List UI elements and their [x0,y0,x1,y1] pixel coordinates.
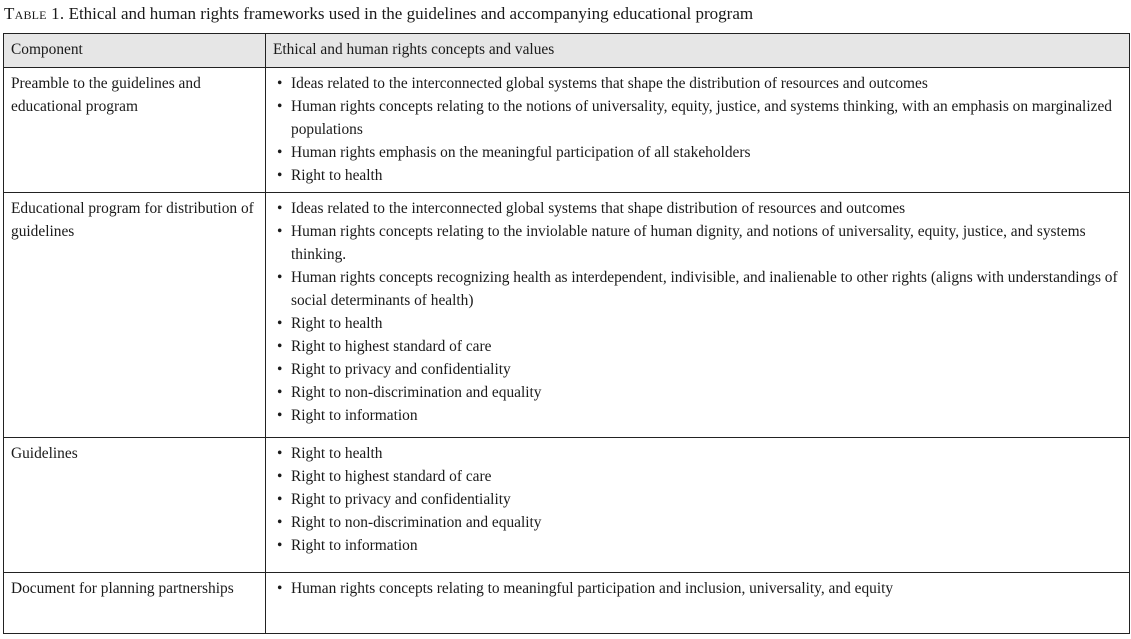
bullet-icon: • [277,269,283,286]
concepts-list [273,442,1123,557]
bullet-icon: • [277,167,283,184]
bullet-icon: • [277,580,283,597]
list-item-text: Human rights concepts relating to the inviolable nature of human dignity, and notions of universality, equity, justice, and systems thinking. [291,223,1086,263]
list-item-text: Right to health [291,167,383,184]
list-item [273,95,1123,141]
concepts-list [273,197,1123,427]
list-item-text: Right to non-discrimination and equality [291,384,542,401]
list-item [273,534,1123,557]
bullet-icon: • [277,144,283,161]
concepts-list [273,577,1123,600]
list-item-text: Right to information [291,537,418,554]
bullet-icon: • [277,537,283,554]
bullet-icon: • [277,384,283,401]
bullet-icon: • [277,75,283,92]
table-header-row [4,34,1130,68]
list-item-text: Right to privacy and confidentiality [291,491,511,508]
list-item [273,488,1123,511]
list-item [273,220,1123,266]
column-header-concepts: Ethical and human rights concepts and values [266,34,1130,68]
component-cell: Preamble to the guidelines and educational program [4,68,266,193]
table-caption-text: Ethical and human rights frameworks used in the guidelines and accompanying educational program [68,4,754,23]
bullet-icon: • [277,445,283,462]
list-item [273,404,1123,427]
list-item-text: Right to health [291,315,383,332]
concepts-list [273,72,1123,187]
list-item-text: Right to highest standard of care [291,338,492,355]
bullet-icon: • [277,98,283,115]
column-header-component: Component [4,34,266,68]
list-item-text: Right to privacy and confidentiality [291,361,511,378]
table-row [4,573,1130,634]
list-item-text: Right to highest standard of care [291,468,492,485]
list-item [273,358,1123,381]
bullet-icon: • [277,491,283,508]
list-item-text: Human rights emphasis on the meaningful participation of all stakeholders [291,144,751,161]
component-cell: Document for planning partnerships [4,573,266,634]
concepts-cell [266,193,1130,438]
bullet-icon: • [277,407,283,424]
table-row [4,438,1130,573]
list-item [273,465,1123,488]
concepts-cell [266,68,1130,193]
list-item-text: Ideas related to the interconnected global systems that shape distribution of resources and outcomes [291,200,906,217]
concepts-cell [266,438,1130,573]
list-item-text: Human rights concepts recognizing health as interdependent, indivisible, and inalienable to other rights (aligns with understandings of social determinants of health) [291,269,1118,309]
bullet-icon: • [277,468,283,485]
bullet-icon: • [277,514,283,531]
list-item-text: Ideas related to the interconnected global systems that shape the distribution of resources and outcomes [291,75,928,92]
list-item [273,381,1123,404]
component-cell: Educational program for distribution of guidelines [4,193,266,438]
bullet-icon: • [277,338,283,355]
list-item [273,266,1123,312]
table-body [4,68,1130,634]
list-item-text: Human rights concepts relating to the notions of universality, equity, justice, and systems thinking, with an emphasis on marginalized populations [291,98,1112,138]
list-item [273,511,1123,534]
component-cell: Guidelines [4,438,266,573]
list-item [273,141,1123,164]
table-caption [4,3,753,25]
list-item-text: Right to health [291,445,383,462]
list-item [273,335,1123,358]
bullet-icon: • [277,361,283,378]
table-header [4,34,1130,68]
table-row [4,193,1130,438]
bullet-icon: • [277,200,283,217]
list-item-text: Human rights concepts relating to meaningful participation and inclusion, universality, and equity [291,580,894,597]
list-item [273,442,1123,465]
table-caption-label: Table 1. [4,4,65,23]
list-item [273,197,1123,220]
list-item-text: Right to information [291,407,418,424]
list-item-text: Right to non-discrimination and equality [291,514,542,531]
table-row [4,68,1130,193]
bullet-icon: • [277,315,283,332]
list-item [273,72,1123,95]
frameworks-table [3,33,1130,634]
bullet-icon: • [277,223,283,240]
concepts-cell [266,573,1130,634]
list-item [273,577,1123,600]
list-item [273,164,1123,187]
list-item [273,312,1123,335]
